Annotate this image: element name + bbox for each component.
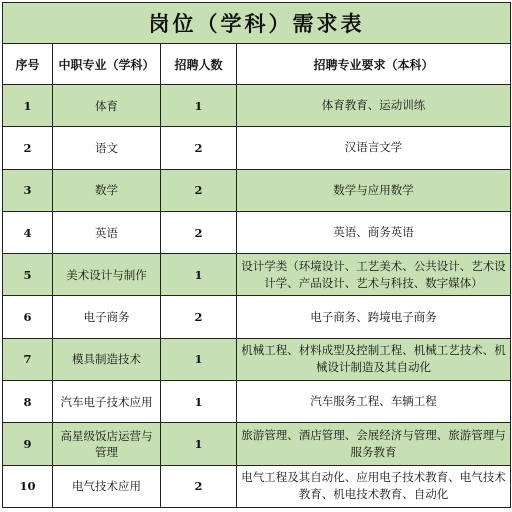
- header-major: 中职专业（学科）: [53, 44, 161, 85]
- table-row: [3, 423, 511, 465]
- row-major: 数学: [53, 169, 161, 211]
- row-requirement: 汽车服务工程、车辆工程: [237, 381, 511, 423]
- row-index: 1: [3, 85, 53, 127]
- row-index: 9: [3, 423, 53, 465]
- row-count: 1: [161, 338, 237, 380]
- table-row: [3, 465, 511, 507]
- row-count: 2: [161, 296, 237, 338]
- row-requirement: 机械工程、材料成型及控制工程、机械工艺技术、机械设计制造及其自动化: [237, 338, 511, 380]
- table-title: 岗位（学科）需求表: [3, 3, 511, 44]
- row-major: 英语: [53, 211, 161, 253]
- row-count: 2: [161, 127, 237, 169]
- title-row: [3, 3, 511, 44]
- row-requirement: 旅游管理、酒店管理、会展经济与管理、旅游管理与服务教育: [237, 423, 511, 465]
- table-row: [3, 211, 511, 253]
- row-major: 电气技术应用: [53, 465, 161, 507]
- row-count: 2: [161, 211, 237, 253]
- row-index: 4: [3, 211, 53, 253]
- row-major: 语文: [53, 127, 161, 169]
- table-row: [3, 127, 511, 169]
- table-row: [3, 338, 511, 380]
- row-requirement: 电子商务、跨境电子商务: [237, 296, 511, 338]
- table-row: [3, 169, 511, 211]
- row-count: 1: [161, 85, 237, 127]
- row-count: 2: [161, 465, 237, 507]
- row-index: 7: [3, 338, 53, 380]
- row-index: 2: [3, 127, 53, 169]
- header-index: 序号: [3, 44, 53, 85]
- header-requirement: 招聘专业要求（本科）: [237, 44, 511, 85]
- row-count: 1: [161, 423, 237, 465]
- row-requirement: 汉语言文学: [237, 127, 511, 169]
- row-major: 汽车电子技术应用: [53, 381, 161, 423]
- header-row: [3, 44, 511, 85]
- row-requirement: 体育教育、运动训练: [237, 85, 511, 127]
- row-major: 电子商务: [53, 296, 161, 338]
- row-major: 模具制造技术: [53, 338, 161, 380]
- requirements-table: [2, 2, 511, 508]
- table-row: [3, 254, 511, 296]
- row-count: 1: [161, 381, 237, 423]
- row-requirement: 设计学类（环境设计、工艺美术、公共设计、艺术设计学、产品设计、艺术与科技、数字媒体）: [237, 254, 511, 296]
- row-requirement: 英语、商务英语: [237, 211, 511, 253]
- row-index: 10: [3, 465, 53, 507]
- row-major: 美术设计与制作: [53, 254, 161, 296]
- table-row: [3, 381, 511, 423]
- row-index: 6: [3, 296, 53, 338]
- row-requirement: 数学与应用数学: [237, 169, 511, 211]
- header-count: 招聘人数: [161, 44, 237, 85]
- row-major: 高星级饭店运营与管理: [53, 423, 161, 465]
- row-index: 5: [3, 254, 53, 296]
- row-requirement: 电气工程及其自动化、应用电子技术教育、电气技术教育、机电技术教育、自动化: [237, 465, 511, 507]
- row-index: 3: [3, 169, 53, 211]
- row-count: 2: [161, 169, 237, 211]
- row-count: 1: [161, 254, 237, 296]
- table-row: [3, 85, 511, 127]
- row-major: 体育: [53, 85, 161, 127]
- row-index: 8: [3, 381, 53, 423]
- table-row: [3, 296, 511, 338]
